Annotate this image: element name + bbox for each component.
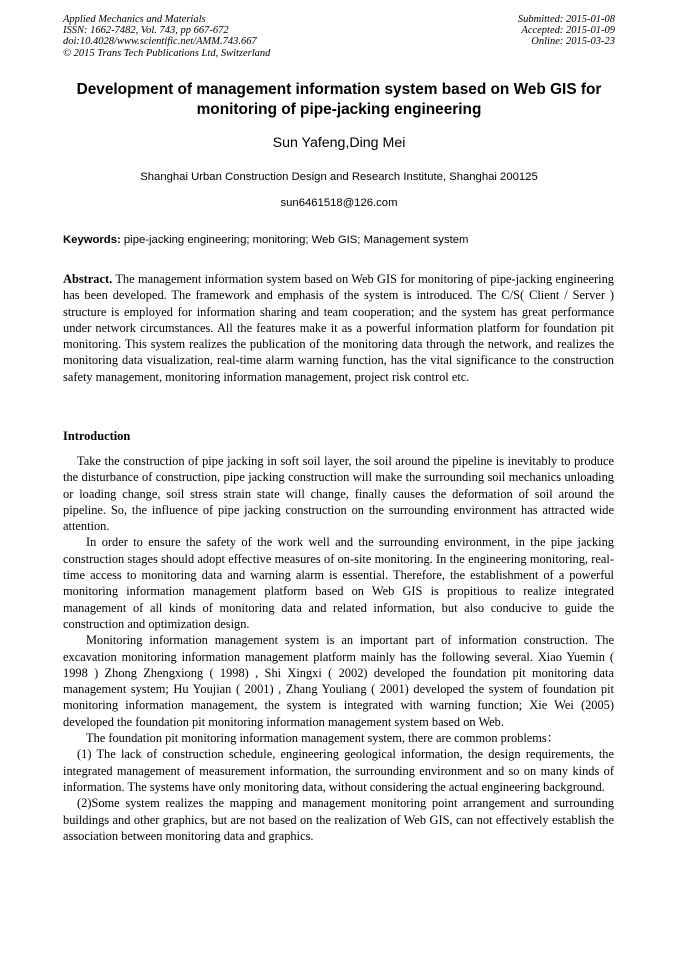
- submitted-date: Submitted: 2015-01-08: [517, 14, 615, 25]
- keywords-list: pipe-jacking engineering; monitoring; Web GIS; Management system: [120, 234, 469, 246]
- section-heading-introduction: Introduction: [63, 429, 131, 443]
- authors: Sun Yafeng,Ding Mei: [272, 135, 406, 151]
- paragraph: Monitoring information management system is an important part of information construction. The excavation monitoring information management platform mainly has the following several. Xiao Yuemin ( 1998 ) Zhong Zhengxiong ( 1998) , Shi Xingxi ( 2002) developed the foundation pit monitoring data management system; Hu Youjian ( 2001) , Zhang Youliang ( 2001) developed the system of foundation pit monitoring information management, the system is integrated with warning function; Xie Wei (2005) developed the foundation pit monitoring information management system based on Web.: [63, 633, 614, 729]
- journal-info: [63, 14, 270, 59]
- keywords: [63, 233, 468, 247]
- paragraph: In order to ensure the safety of the work well and the surrounding environment, in the pipe jacking construction stages should adopt effective measures of on-site monitoring. In the engineering monitoring, real-time access to monitoring data and warning alarm is essential. Therefore, the establishment of a powerful monitoring information management platform based on Web GIS is propitious to realize integrated management of all kinds of monitoring data and related information, but also conducive to guide the construction and optimization design.: [63, 535, 614, 631]
- issn: ISSN: 1662-7482, Vol. 743, pp 667-672: [63, 25, 229, 37]
- paragraph: The foundation pit monitoring information management system, there are common problems：: [86, 731, 560, 746]
- paragraph: Take the construction of pipe jacking in soft soil layer, the soil around the pipeline is inevitably to produce the disturbance of construction, pipe jacking construction will make the surrounding soil mechanics unloading or loading change, soil stress strain state will change, finally causes the deformation of soil around the pipeline. So, the influence of pipe jacking construction on the surrounding environment has attracted wide attention.: [63, 454, 614, 534]
- accepted-date: Accepted: 2015-01-09: [521, 25, 615, 37]
- keywords-label: Keywords:: [63, 234, 121, 246]
- copyright: © 2015 Trans Tech Publications Ltd, Switzerland: [63, 47, 271, 59]
- title-line-1: Development of management information system based on Web GIS for: [76, 81, 602, 98]
- affiliation: Shanghai Urban Construction Design and Research Institute, Shanghai 200125: [140, 171, 538, 183]
- abstract: [63, 271, 614, 385]
- abstract-label: Abstract.: [63, 272, 113, 286]
- paper-title: [55, 80, 623, 119]
- online-date: Online: 2015-03-23: [531, 36, 615, 48]
- introduction-body: [63, 453, 614, 844]
- list-item: (1) The lack of construction schedule, engineering geological information, the design requirements, the integrated management of measurement information, the surrounding environment and so on many kinds of information. The systems have only monitoring data, without considering the actual engineering background.: [63, 747, 614, 794]
- abstract-text: The management information system based on Web GIS for monitoring of pipe-jacking engineering has been developed. The framework and emphasis of the system is introduced. The C/S( Client / Server ) structure is employed for information sharing and team cooperation; and the system has great performance under network circumstances. All the features make it as a powerful information platform for foundation pit monitoring. This system realizes the publication of the monitoring data through the network, and realizes the monitoring data visualization, real-time alarm warning function, has the vital significance to the construction safety management, monitoring information management, project risk control etc.: [63, 272, 614, 384]
- title-line-2: monitoring of pipe-jacking engineering: [196, 100, 482, 118]
- journal-name: Applied Mechanics and Materials: [63, 14, 206, 25]
- publication-dates: [518, 14, 615, 48]
- doi: doi:10.4028/www.scientific.net/AMM.743.667: [63, 36, 257, 48]
- author-email: sun6461518@126.com: [280, 197, 398, 209]
- list-item: (2)Some system realizes the mapping and management monitoring point arrangement and surrounding buildings and other graphics, but are not based on the realization of Web GIS, can not effectively establish the association between monitoring data and graphics.: [63, 796, 614, 843]
